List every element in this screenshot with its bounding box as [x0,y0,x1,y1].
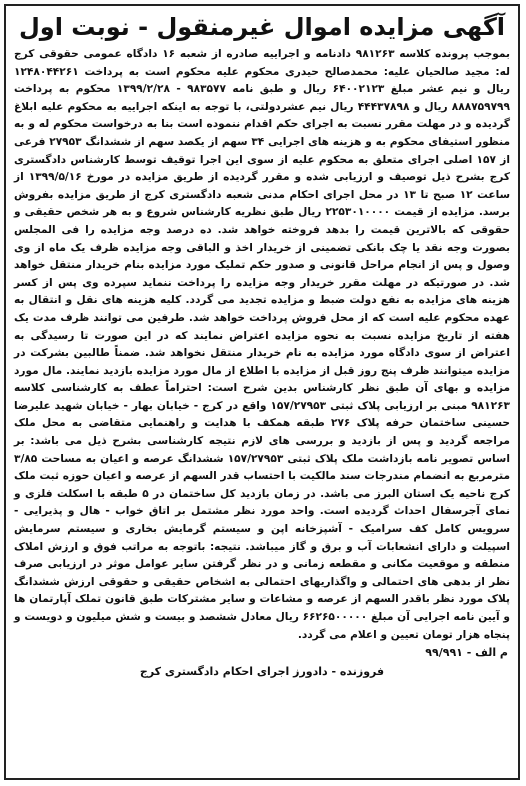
notice-body [6,46,518,644]
notice-page [4,4,520,780]
signature-line: فروزنده - دادورز اجرای احکام دادگستری کرج [139,665,385,679]
notice-title: آگهی مزایده اموال غیرمنقول - نوبت اول [18,13,505,41]
reference-number: م الف - ۹۹/۹۹۱ [425,646,508,660]
notice-footer [6,646,518,678]
notice-paragraph: بموجب پرونده کلاسه ۹۸۱۲۶۳ دادنامه و اجراییه صادره از شعبه ۱۶ دادگاه عمومی حقوقی کرج له: مجید صالحیان علیه: محمدصالح حیدری محکوم علیه محکوم است به پرداخت ۱۲۴۸۰۴۴۲۶۱ ریال و نیم عشر مبلغ ۶۴۰۰۲۱۲۳ ریال و طبق نامه ۹۸۳۵۷۷ - ۱۳۹۹/۲/۲۸ محکوم به پرداخت ۸۸۸۷۵۹۷۹۹ ریال و ۴۴۴۳۷۸۹۸ ریال نیم عشردولتی، با توجه به اینکه اجراییه به محکوم علیه ابلاغ گردیده و در مهلت مقرر نسبت به اجرای حکم اقدام ننموده است بنا به درخواست محکوم له و به منظور استیفای محکوم به و هزینه های اجرایی ۳۴ سهم از یکصد سهم از ششدانگ ۲۷۹۵۳ فرعی از ۱۵۷ اصلی اجرای متعلق به محکوم علیه از سوی این اجرا توقیف توسط کارشناس دادگستری کرج بشرح ذیل توصیف و ارزیابی شده و مقرر گردیده از طریق مزایده در مورخ ۱۳۹۹/۵/۱۶ از ساعت ۱۲ صبح تا ۱۳ در محل اجرای احکام مدنی شعبه دادگستری کرج از طریق مزایده بفروش برسد. مزایده از قیمت ۲۲۵۳۰۱۰۰۰۰ ریال طبق نظریه کارشناس شروع و به هر شخص حقیقی و حقوقی که بالاترین قیمت را بدهد فروخته خواهد شد. ده درصد وجه مزایده را فی المجلس بصورت وجه نقد یا چک بانکی تضمینی از خریدار اخذ و الباقی وجه مزایده ظرف یک ماه از وی وصول و پس از انجام مراحل قانونی و صدور حکم تملیک مورد مزایده بنام خریدار منتقل خواهد شد. در صورتیکه در مهلت مقرر خریدار وجه مزایده را پرداخت ننماید سپرده وی پس از کسر هزینه های مزایده به نفع دولت ضبط و مزایده تجدید می گردد. کلیه هزینه های نقل و انتقال به عهده محکوم علیه است که از محل فروش پرداخت خواهد شد. طرفین می توانند ظرف مدت یک هفته از تاریخ مزایده نسبت به نحوه مزایده اعتراض نمایند که در این صورت تا رسیدگی به اعتراض از سوی دادگاه مورد مزایده به نام خریدار منتقل نخواهد شد. ضمناً طالبین بشرکت در مزایده میتوانند ظرف پنج روز قبل از مزایده با اطلاع از مال مورد مزایده بازدید نمایند. مال مورد مزایده و بهای آن طبق نظر کارشناس بدین شرح است: احتراماً عطف به کارشناسی کلاسه ۹۸۱۲۶۳ مبنی بر ارزیابی پلاک ثبتی ۱۵۷/۲۷۹۵۳ واقع در کرج - خیابان بهار - خیابان شهید علیرضا حسینی ساختمان حرفه پلاک ۲۷۶ طبقه همکف با هدایت و راهنمایی متقاضی به محل ملک مراجعه گردید و پس از بازدید و بررسی های لازم نتیجه کارشناسی بشرح ذیل می باشد: بر اساس تصویر نامه بازداشت ملک پلاک ثبتی ۱۵۷/۲۷۹۵۳ ششدانگ عرصه و اعیان به مساحت ۳/۸۵ مترمربع به انضمام مندرجات سند مالکیت با احتساب قدر السهم از عرصه و اعیان حوزه ثبت ملک کرج ناحیه یک استان البرز می باشد. در زمان بازدید کل ساختمان در ۵ طبقه با اسکلت فلزی و نمای آجرسفال احداث گردیده است. واحد مورد نظر مشتمل بر اتاق خواب - هال و پذیرایی - سرویس کامل کف سرامیک - آشپزخانه اپن و سیستم گرمایش بخاری و سیستم سرمایش اسپیلت و دارای انشعابات آب و برق و گاز میباشد. نتیجه: باتوجه به مراتب فوق و ارزش املاک منطقه و موقعیت مکانی و مقطعه زمانی و در نظر گرفتن سایر عوامل موثر در ارزیابی صرف نظر از بدهی های احتمالی و واگذاریهای احتمالی به اشخاص حقیقی و حقوقی ارزش ششدانگ پلاک مورد نظر باقدر السهم از عرصه و مشاعات و سایر مشترکات طبق قانون تملک آپارتمان ها و آیین نامه اجرایی آن مبلغ ۶۶۲۶۵۰۰۰۰۰ ریال معادل ششصد و بیست و شش میلیون و دویست و پنجاه هزار تومان تعیین و اعلام می گردد. [14,48,511,641]
